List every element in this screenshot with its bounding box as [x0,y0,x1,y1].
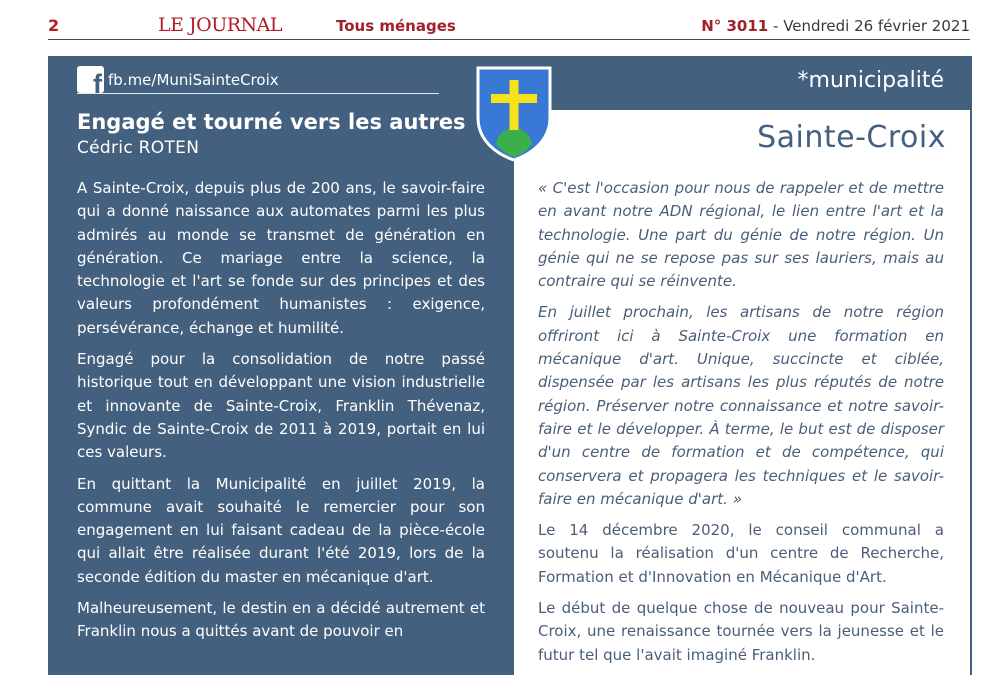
section-body [538,177,944,675]
page-number: 2 [48,16,60,35]
section-paragraph: Le début de quelque chose de nouveau pour Sainte-Croix, une renaissance tournée vers la jeunesse et le futur tel que l'avait imaginé Franklin. [538,599,944,664]
crest-cross-vertical [510,80,519,130]
facebook-icon: f [77,66,104,93]
section-band [514,58,970,110]
edition-label: Tous ménages [336,17,456,35]
section-paragraph: « C'est l'occasion pour nous de rappeler et de mettre en avant notre ADN régional, le lien entre l'art et la technologie. Une part du génie de notre région. Un génie qui ne se repose pas sur ses lauriers, mais au contraire qui se réinvente. [538,179,944,291]
section-kicker: *municipalité [797,68,944,93]
page-header [48,14,970,40]
issue-number: N° 3011 [701,17,769,35]
sidebar-title: Engagé et tourné vers les autres [77,110,466,134]
sidebar-paragraph: Engagé pour la consolidation de notre passé historique tout en développant une vision industrielle et innovante de Sainte-Croix, Franklin Thévenaz, Syndic de Sainte-Croix de 2011 à 2019, portait en lui ces valeurs. [77,350,485,462]
facebook-link[interactable] [77,64,439,99]
crest-cross-horizontal [491,94,537,103]
sidebar-paragraph: Malheureusement, le destin en a décidé autrement et Franklin nous a quittés avant de pouvoir en [77,599,485,641]
sidebar-author: Cédric ROTEN [77,138,200,158]
sidebar-paragraph: En quittant la Municipalité en juillet 2019, la commune avait souhaité le remercier pour son engagement en lui faisant cadeau de la pièce-école qui allait être réalisée durant l'été 2019, lors de la seconde édition du master en mécanique d'art. [77,474,485,586]
journal-logo: LE JOURNAL [158,14,283,36]
section-paragraph: Le 14 décembre 2020, le conseil communal a soutenu la réalisation d'un centre de Recherche, Formation et d'Innovation en Mécanique d'Art. [538,521,944,586]
coat-of-arms-icon [474,66,554,162]
section-paragraph: En juillet prochain, les artisans de notre région offriront ici à Sainte-Croix une formation en mécanique d'art. Unique, succincte et ciblée, dispensée par les artisans les plus réputés de notre région. Préserver notre connaissance et notre savoir-faire et le développer. À terme, le but est de disposer d'un centre de formation et de compétence, qui conservera et propagera les techniques et le savoir-faire en mécanique d'art. » [538,303,944,508]
facebook-link-text[interactable]: fb.me/MuniSainteCroix [108,71,279,89]
sidebar-body [77,177,485,652]
sidebar-paragraph: A Sainte-Croix, depuis plus de 200 ans, le savoir-faire qui a donné naissance aux automates parmi les plus admirés au monde se transmet de génération en génération. Ce mariage entre la science, la technologie et l'art se fonde sur des principes et des valeurs profondément humanistes : exigence, persévérance, échange et humilité. [77,179,485,337]
issue-date: - Vendredi 26 février 2021 [773,17,970,35]
place-title: Sainte-Croix [757,120,946,155]
sidebar-panel [50,58,514,675]
issue-info [701,17,970,35]
article-frame [48,56,972,675]
